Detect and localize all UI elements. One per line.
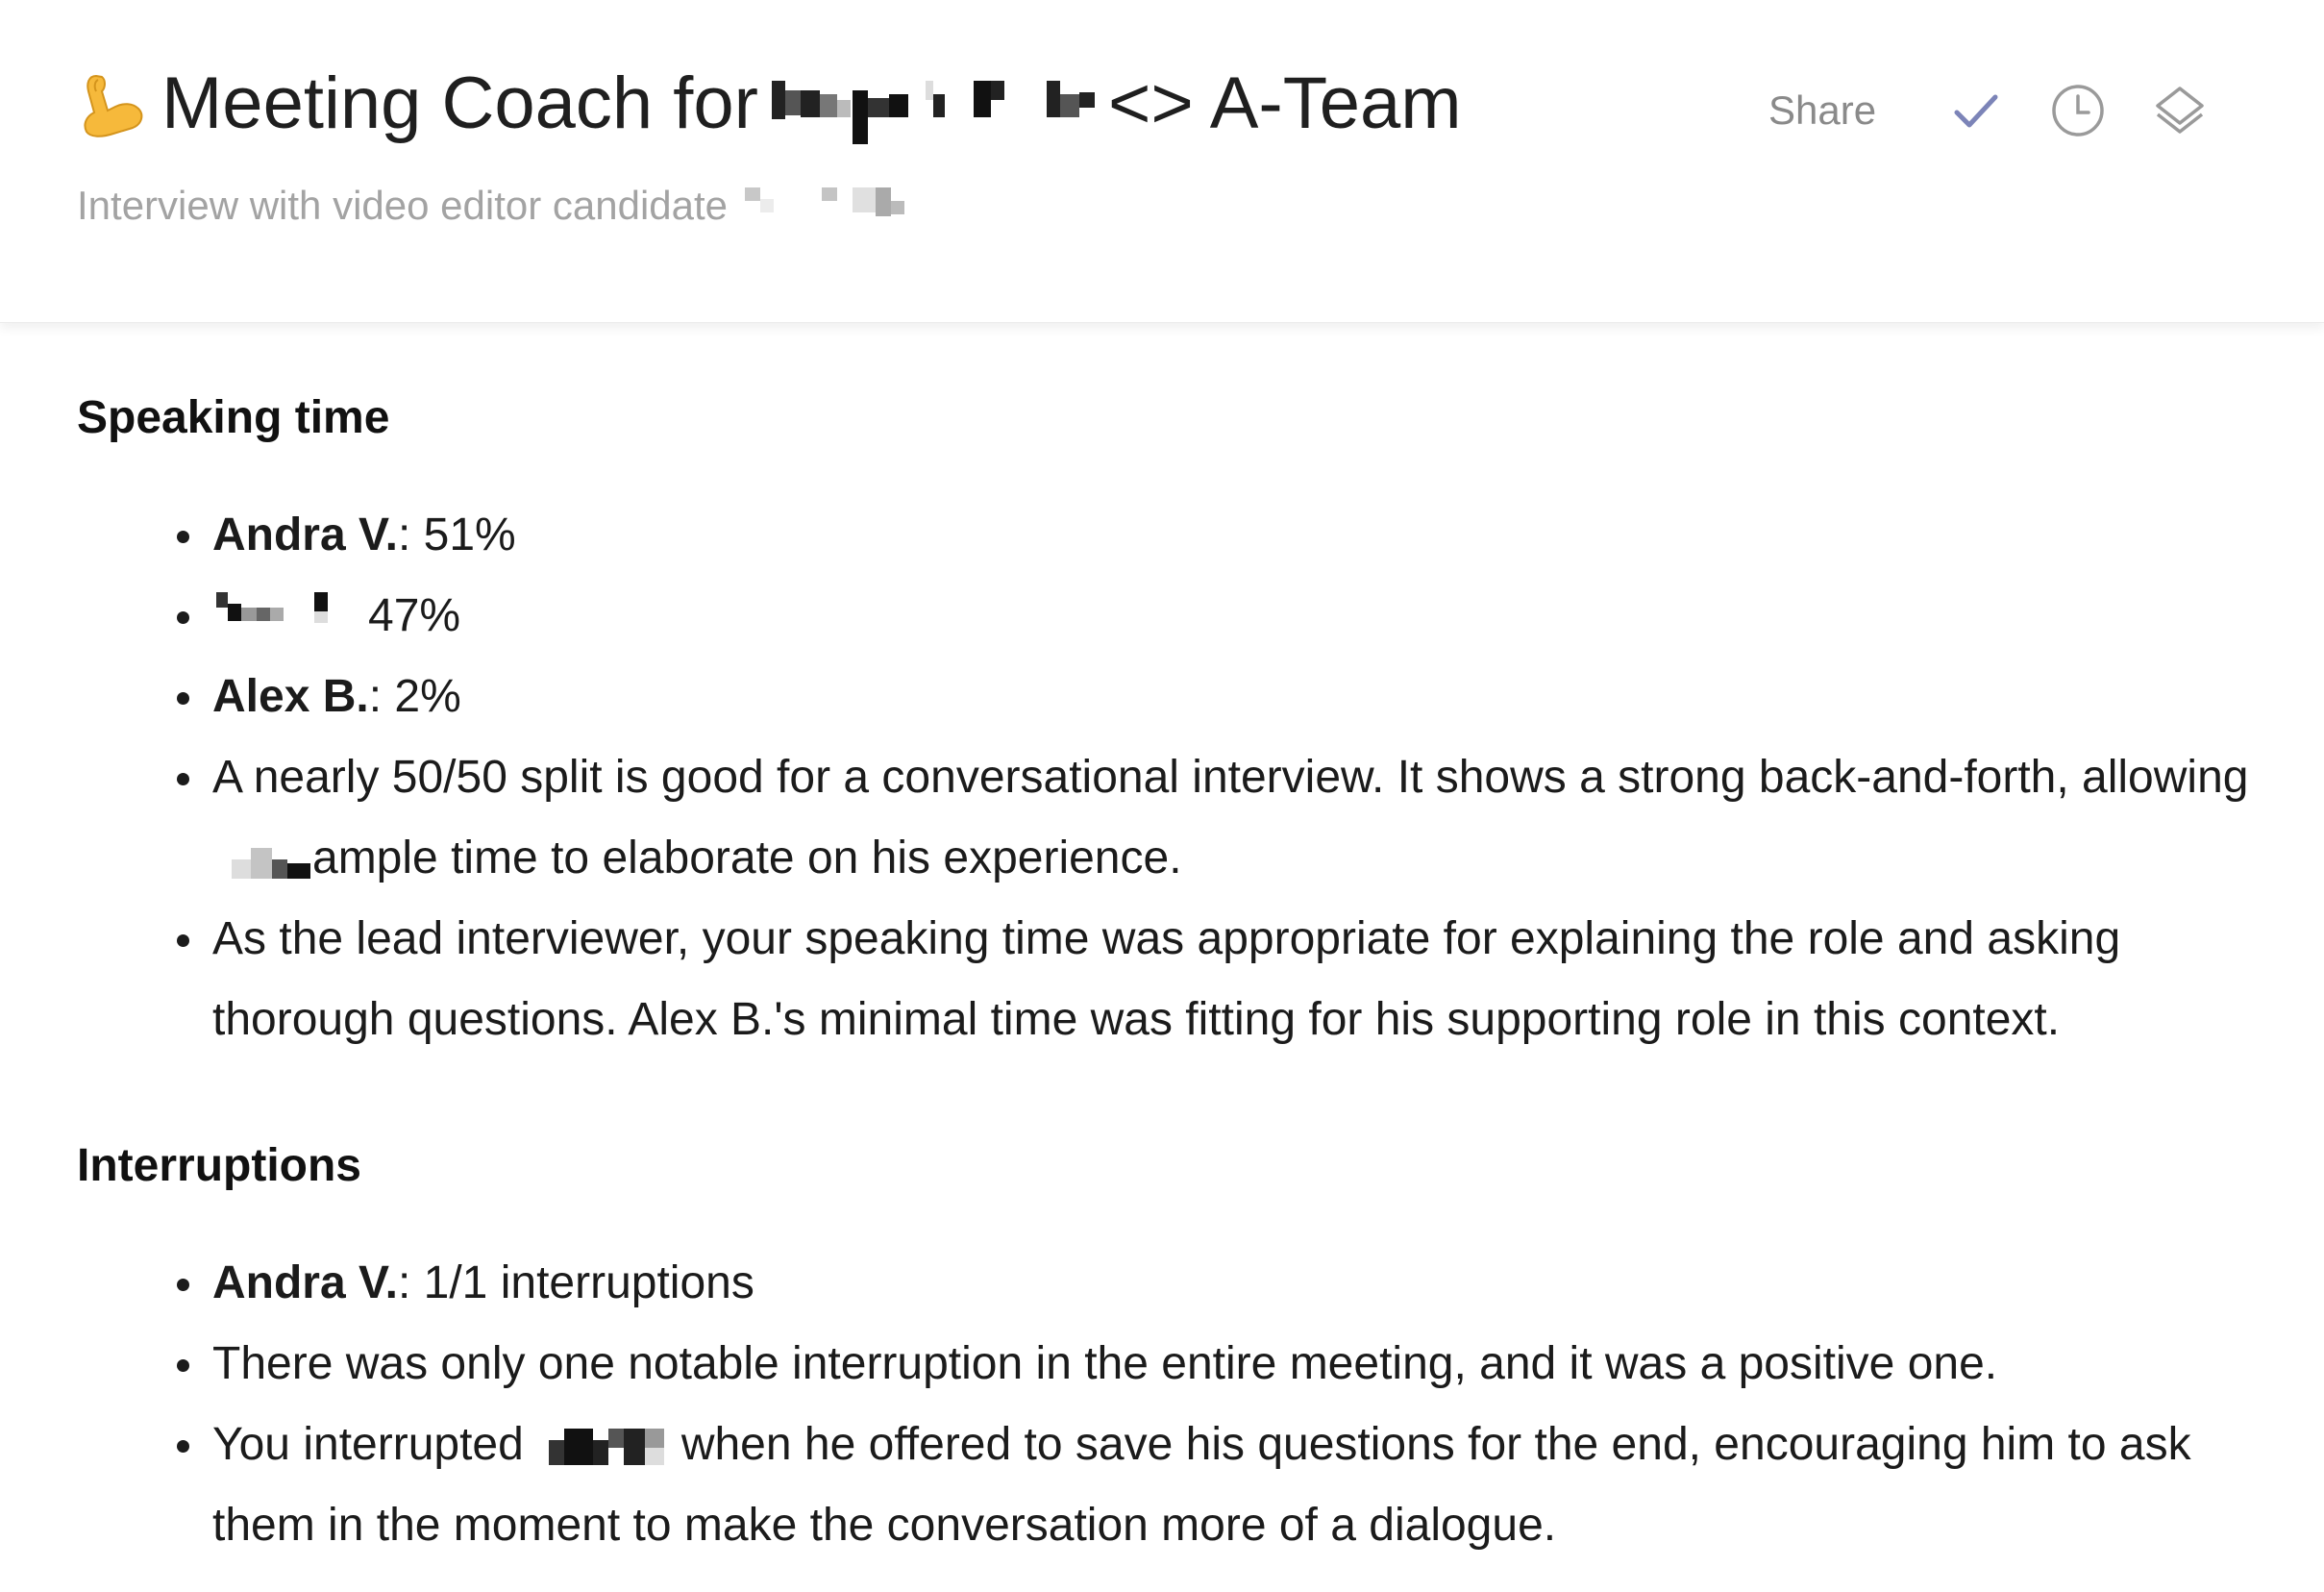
flexed-biceps-icon [77,68,148,139]
report-content [77,380,2268,1566]
section-title-speaking-time: Speaking time [77,392,390,443]
item-text: You interrupted [212,1419,524,1470]
list-item [77,576,2279,657]
separator: : [397,510,411,560]
header-toolbar [1768,77,2253,144]
item-text: There was only one notable interruption in the entire meeting, and it was a positive one. [212,1338,1998,1389]
redacted-name [745,184,927,228]
list-item [77,1243,2279,1324]
clock-icon[interactable] [2049,82,2107,139]
subtitle-text: Interview with video editor candidate [77,183,729,228]
check-icon[interactable] [1947,82,2005,139]
redacted-name [212,590,335,636]
speaker-name: Andra V. [212,1257,398,1308]
list-item [77,1324,2279,1405]
speaking-time-list [77,495,2268,1060]
share-button[interactable]: Share [1768,87,1877,133]
redacted-name [232,844,310,883]
page-title [77,56,1462,152]
speaker-name: Alex B. [212,671,369,722]
redacted-name [772,65,1095,142]
speaker-percentage: 2% [382,671,461,722]
page-subtitle [77,183,927,229]
separator: : [397,1257,411,1308]
page-header [0,0,2324,323]
list-item [77,899,2279,1060]
title-prefix: Meeting Coach for [161,62,758,144]
item-text-after: when he offered to save his questions for the end, encouraging him to ask them in the moment to make the conversation more of a dialogue. [212,1419,2191,1551]
item-text: As the lead interviewer, your speaking time was appropriate for explaining the role and asking thorough questions. Alex B.'s minimal time was fitting for his supporting role in this context. [212,913,2121,1045]
interruption-count: 1/1 interruptions [410,1257,754,1308]
redacted-name [549,1427,664,1467]
list-item [77,1405,2279,1566]
title-suffix: <> A-Team [1108,62,1462,144]
item-text-after: ample time to elaborate on his experience. [312,833,1182,883]
layers-icon[interactable] [2151,82,2209,139]
item-text: A nearly 50/50 split is good for a conversational interview. It shows a strong back-and-forth, allowing [212,752,2249,803]
interruptions-list [77,1243,2268,1566]
section-title-interruptions: Interruptions [77,1140,361,1191]
speaker-percentage: 51% [410,510,516,560]
list-item [77,737,2279,899]
separator: : [368,671,383,722]
list-item [77,657,2279,737]
list-item [77,495,2279,576]
speaker-percentage: 47% [368,590,461,641]
speaker-name: Andra V. [212,510,398,560]
